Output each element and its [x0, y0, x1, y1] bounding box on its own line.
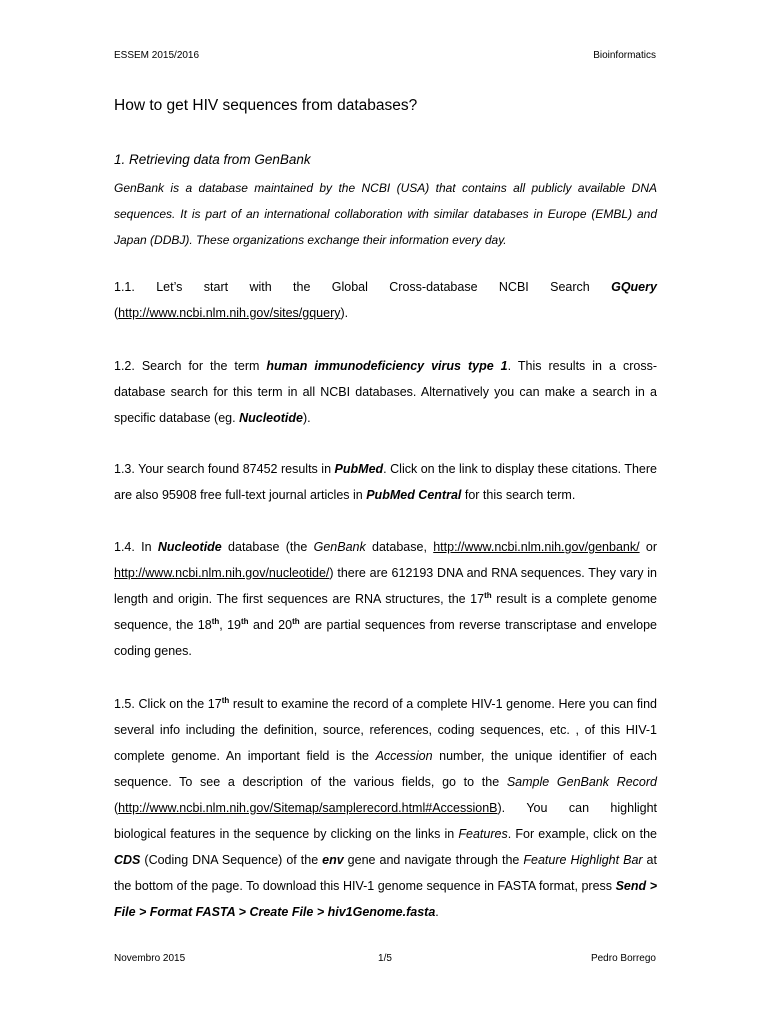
gquery-link[interactable]: http://www.ncbi.nlm.nih.gov/sites/gquery	[118, 306, 341, 320]
header-course: ESSEM 2015/2016	[114, 50, 200, 61]
search-term: human immunodeficiency virus type 1	[266, 359, 508, 373]
page-footer	[114, 953, 656, 964]
step-1-4: 1.4. In Nucleotide database (the GenBank database, http://www.ncbi.nlm.nih.gov/genbank/ or http://www.ncbi.nlm.nih.gov/nucleotide/) there are 612193 DNA and RNA sequences. They vary in length and origin. The first sequences are RNA structures, the 17th result is a complete genome sequence, the 18th, 19th and 20th are partial sequences from reverse transcriptase and envelope coding genes.	[114, 540, 658, 658]
nucleotide-link[interactable]: http://www.ncbi.nlm.nih.gov/nucleotide/	[114, 566, 330, 580]
step-1-1-line: 1.1. Let’s start with the Global Cross-database NCBI Search GQuery	[114, 280, 657, 294]
genbank-link[interactable]: http://www.ncbi.nlm.nih.gov/genbank/	[433, 540, 640, 554]
section-heading: 1. Retrieving data from GenBank	[114, 152, 311, 167]
step-1-3: 1.3. Your search found 87452 results in PubMed. Click on the link to display these citations. There are also 95908 free full-text journal articles in PubMed Central for this search term.	[114, 462, 657, 502]
document-title: How to get HIV sequences from databases?	[114, 97, 418, 114]
step-1-1: 1.1. Let’s start with the Global Cross-database NCBI Search GQuery (http://www.ncbi.nlm.nih.gov/sites/gquery).	[114, 274, 657, 326]
footer-date: Novembro 2015	[114, 953, 186, 964]
footer-author: Pedro Borrego	[590, 953, 656, 964]
download-path: Send > File > Format FASTA > Create File > hiv1Genome.fasta	[114, 879, 657, 919]
step-1-2: 1.2. Search for the term human immunodeficiency virus type 1. This results in a cross-database search for this term in all NCBI databases. Alternatively you can make a search in a specific database (eg. Nucleotide).	[114, 359, 657, 425]
step-1-5: 1.5. Click on the 17th result to examine the record of a complete HIV-1 genome. Here you can find several info including the definition, source, references, coding sequences, etc. , of this HIV-1 complete genome. An important field is the Accession number, the unique identifier of each sequence. To see a description of the various fields, go to the Sample GenBank Record (http://www.ncbi.nlm.nih.gov/Sitemap/samplerecord.html#AccessionB). You can highlight biological features in the sequence by clicking on the links in Features. For example, click on the CDS (Coding DNA Sequence) of the env gene and navigate through the Feature Highlight Bar at the bottom of the page. To download this HIV-1 genome sequence in FASTA format, press Send > File > Format FASTA > Create File > hiv1Genome.fasta.	[114, 695, 657, 919]
sample-record-link[interactable]: http://www.ncbi.nlm.nih.gov/Sitemap/samplerecord.html#AccessionB	[118, 801, 498, 815]
page-header	[114, 50, 656, 61]
page-number: 1/5	[378, 953, 392, 964]
gquery-term: GQuery	[611, 280, 657, 294]
intro-paragraph: GenBank is a database maintained by the NCBI (USA) that contains all publicly available DNA sequences. It is part of an international collaboration with similar databases in Europe (EMBL) and Japan (DDBJ). These organizations exchange their information every day.	[114, 181, 657, 247]
header-subject: Bioinformatics	[593, 50, 656, 61]
